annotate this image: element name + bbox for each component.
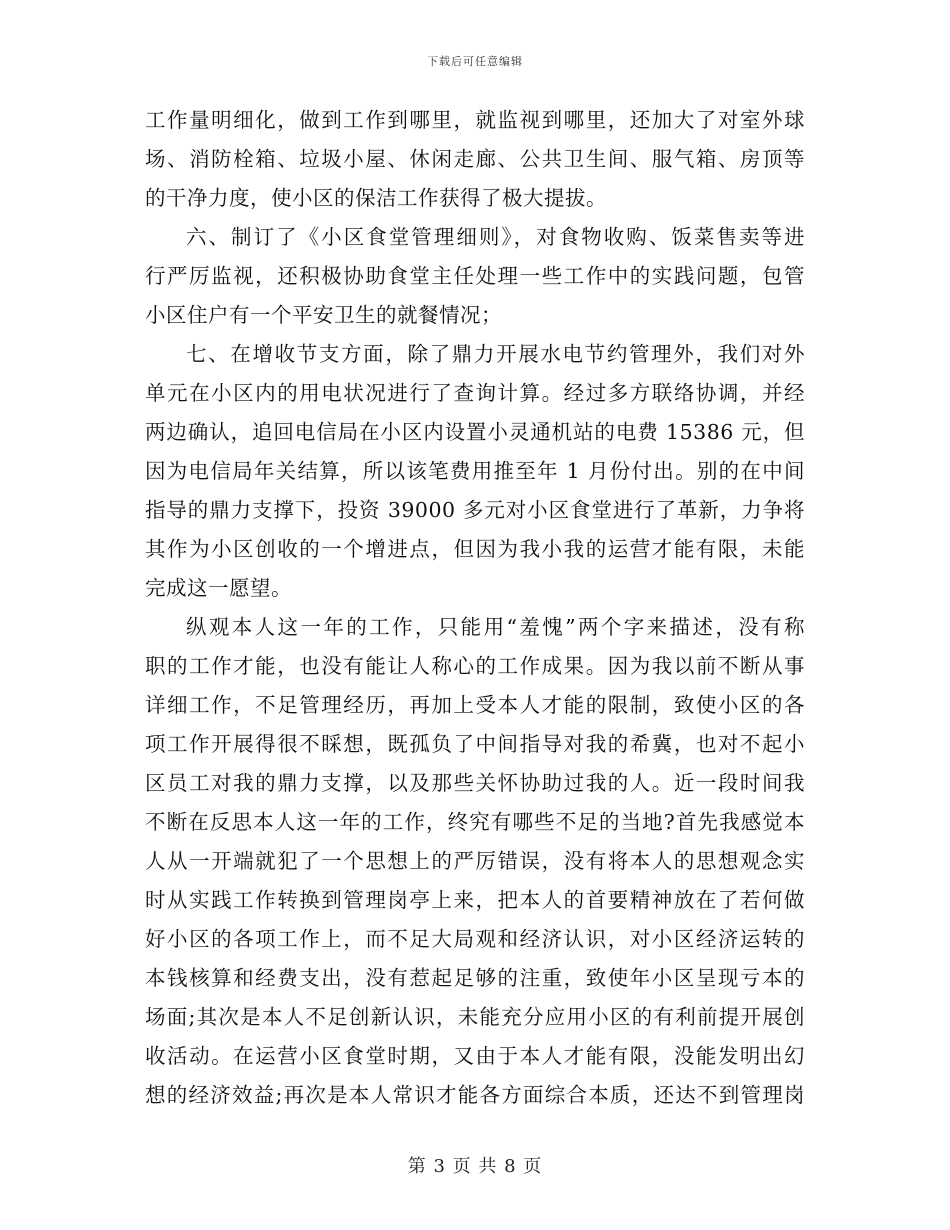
text-line: 场、消防栓箱、垃圾小屋、休闲走廊、公共卫生间、服气箱、房顶等 <box>145 147 805 171</box>
text-line: 时从实践工作转换到管理岗亭上来，把本人的首要精神放在了若何做 <box>145 888 805 912</box>
text-line: 的干净力度，使小区的保洁工作获得了极大提拔。 <box>145 186 607 210</box>
text-line: 本钱核算和经费支出，没有惹起足够的注重，致使年小区呈现亏本的 <box>145 966 805 990</box>
document-body <box>145 101 805 1115</box>
page-header: 下载后可任意编辑 <box>427 55 523 68</box>
text-line: 六、制订了《小区食堂管理细则》，对食物收购、饭菜售卖等进 <box>186 225 805 249</box>
text-line: 好小区的各项工作上，而不足大局观和经济认识，对小区经济运转的 <box>145 927 805 951</box>
text-line: 指导的鼎力支撑下，投资 39000 多元对小区食堂进行了革新，力争将 <box>145 498 805 522</box>
text-line: 单元在小区内的用电状况进行了查询计算。经过多方联络协调，并经 <box>145 381 805 405</box>
text-line: 其作为小区创收的一个增进点，但因为我小我的运营才能有限，未能 <box>145 537 805 561</box>
page-number-footer: 第 3 页 共 8 页 <box>407 1156 543 1177</box>
text-line: 区员工对我的鼎力支撑，以及那些关怀协助过我的人。近一段时间我 <box>145 771 805 795</box>
text-line: 人从一开端就犯了一个思想上的严厉错误，没有将本人的思想观念实 <box>145 849 805 873</box>
text-line: 完成这一愿望。 <box>145 576 292 600</box>
text-line: 七、在增收节支方面，除了鼎力开展水电节约管理外，我们对外 <box>186 342 805 366</box>
text-line: 纵观本人这一年的工作，只能用“羞愧”两个字来描述，没有称 <box>186 615 805 639</box>
text-line: 项工作开展得很不睬想，既孤负了中间指导对我的希冀，也对不起小 <box>145 732 805 756</box>
text-line: 不断在反思本人这一年的工作，终究有哪些不足的当地?首先我感觉本 <box>145 810 805 834</box>
text-line: 小区住户有一个平安卫生的就餐情况； <box>145 303 502 327</box>
text-line: 收活动。在运营小区食堂时期，又由于本人才能有限，没能发明出幻 <box>145 1044 805 1068</box>
text-line: 两边确认，追回电信局在小区内设置小灵通机站的电费 15386 元，但 <box>145 420 805 444</box>
text-line: 详细工作，不足管理经历，再加上受本人才能的限制，致使小区的各 <box>145 693 805 717</box>
text-line: 职的工作才能，也没有能让人称心的工作成果。因为我以前不断从事 <box>145 654 805 678</box>
text-line: 工作量明细化，做到工作到哪里，就监视到哪里，还加大了对室外球 <box>145 108 805 132</box>
text-line: 行严厉监视，还积极协助食堂主任处理一些工作中的实践问题，包管 <box>145 264 805 288</box>
text-line: 场面;其次是本人不足创新认识，未能充分应用小区的有利前提开展创 <box>145 1005 805 1029</box>
text-line: 想的经济效益;再次是本人常识才能各方面综合本质，还达不到管理岗 <box>145 1083 805 1107</box>
text-line: 因为电信局年关结算，所以该笔费用推至年 1 月份付出。别的在中间 <box>145 459 805 483</box>
